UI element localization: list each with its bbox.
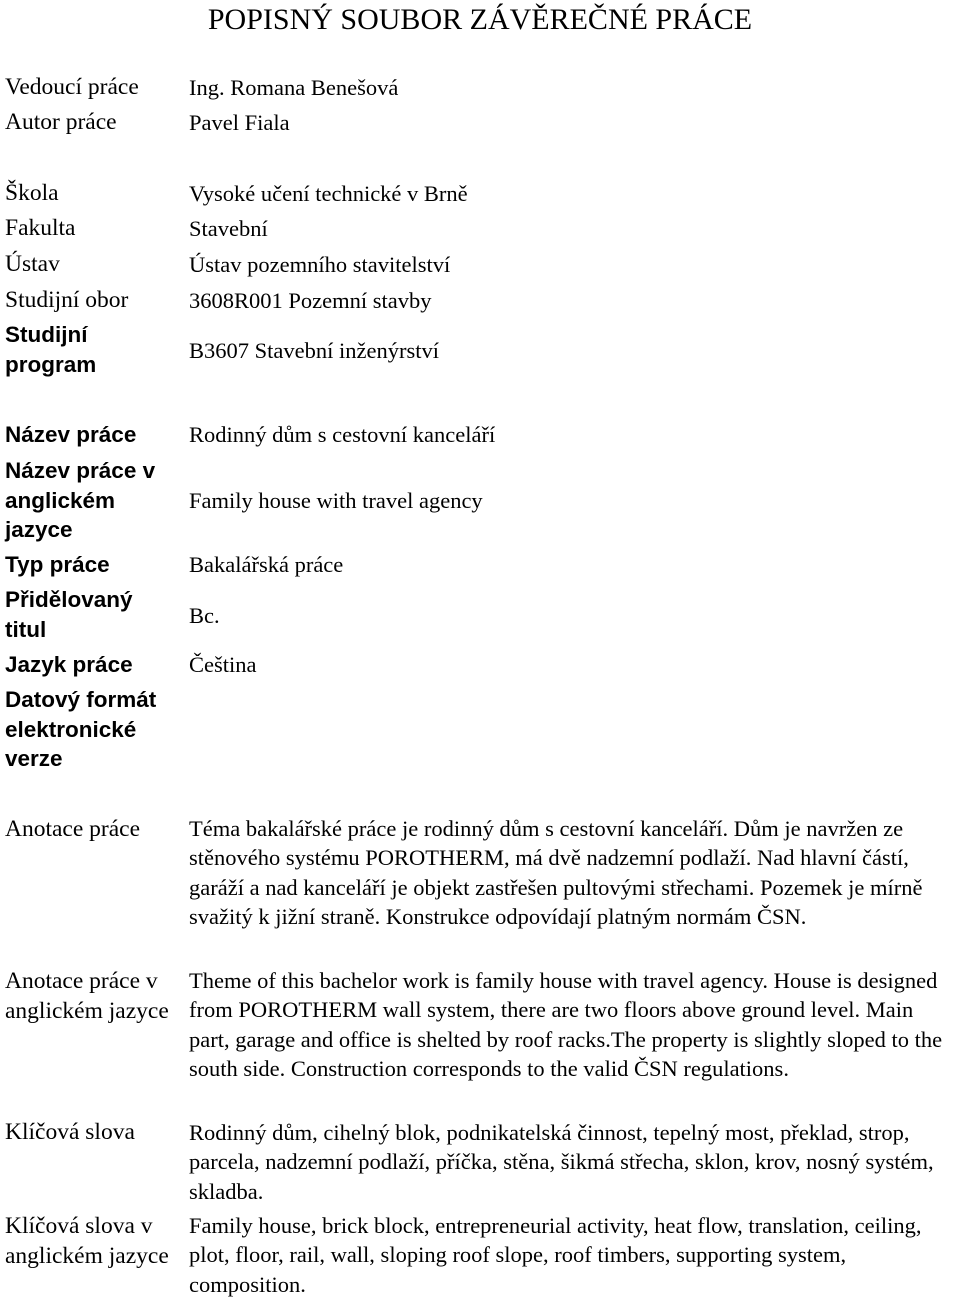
document-title: POPISNÝ SOUBOR ZÁVĚREČNÉ PRÁCE [207, 3, 753, 36]
label-study-program: Studijní program [5, 322, 97, 377]
label-thesis-title-en: Název práce v anglickém jazyce [5, 458, 156, 542]
value-language: Čeština [189, 652, 257, 677]
value-thesis-title-en: Family house with travel agency [189, 488, 483, 513]
label-annotation: Anotace práce [5, 816, 141, 842]
value-author: Pavel Fiala [189, 110, 290, 135]
label-author: Autor práce [5, 109, 117, 135]
label-keywords-en: Klíčová slova v anglickém jazyce [5, 1213, 169, 1269]
label-keywords: Klíčová slova [5, 1119, 135, 1145]
value-degree: Bc. [189, 603, 220, 628]
label-study-field: Studijní obor [5, 287, 129, 313]
value-study-field: 3608R001 Pozemní stavby [189, 288, 432, 313]
value-keywords-en: Family house, brick block, entrepreneurial activity, heat flow, translation, ceiling, plot, floor, rail, wall, sloping roof slope, roof timbers, supporting system, composition. [189, 1213, 922, 1297]
label-annotation-en: Anotace práce v anglickém jazyce [5, 968, 169, 1024]
label-faculty: Fakulta [5, 215, 76, 241]
label-school: Škola [5, 180, 59, 206]
value-study-program: B3607 Stavební inženýrství [189, 338, 439, 363]
value-annotation: Téma bakalářské práce je rodinný dům s cestovní kanceláří. Dům je navržen ze stěnového systému POROTHERM, má dvě nadzemní podlaží. Nad hlavní částí, garáží a nad kanceláří je objekt zastřešen pultovými střechami. Pozemek je mírně svažitý k jižní straně. Konstrukce odpovídají platným normám ČSN. [189, 816, 923, 929]
label-institute: Ústav [5, 251, 60, 277]
value-faculty: Stavební [189, 216, 268, 241]
label-data-format: Datový formát elektronické verze [5, 687, 157, 771]
value-thesis-title: Rodinný dům s cestovní kanceláří [189, 422, 496, 447]
label-thesis-title: Název práce [5, 422, 137, 447]
label-supervisor: Vedoucí práce [5, 74, 139, 100]
value-keywords: Rodinný dům, cihelný blok, podnikatelská činnost, tepelný most, překlad, strop, parcela, nadzemní podlaží, příčka, stěna, šikmá střecha, sklon, krov, nosný systém, skladba. [189, 1120, 934, 1204]
label-degree: Přidělovaný titul [5, 587, 133, 642]
value-supervisor: Ing. Romana Benešová [189, 75, 399, 100]
label-language: Jazyk práce [5, 652, 133, 677]
value-school: Vysoké učení technické v Brně [189, 181, 468, 206]
label-thesis-type: Typ práce [5, 552, 110, 577]
value-institute: Ústav pozemního stavitelství [189, 252, 451, 277]
value-annotation-en: Theme of this bachelor work is family house with travel agency. House is designed from POROTHERM wall system, there are two floors above ground level. Main part, garage and office is shelted by roof racks.The property is slightly sloped to the south side. Construction corresponds to the valid ČSN regulations. [189, 968, 943, 1081]
value-thesis-type: Bakalářská práce [189, 552, 344, 577]
